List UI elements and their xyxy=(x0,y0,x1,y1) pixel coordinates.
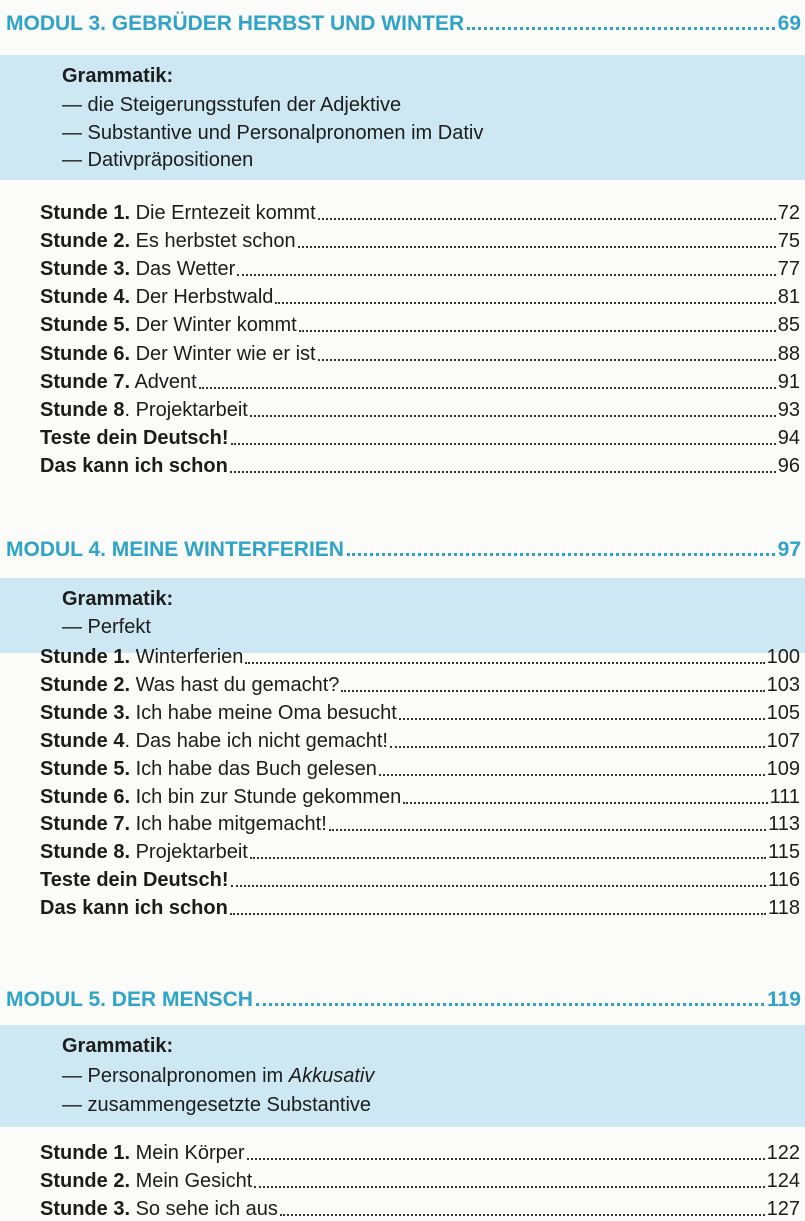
toc-entry-page: 77 xyxy=(777,258,800,280)
toc-entry-title: Was hast du gemacht? xyxy=(130,674,340,696)
leader-dots xyxy=(390,746,765,748)
toc-entry-title: . Projektarbeit xyxy=(124,399,248,421)
toc-entry-page: 122 xyxy=(766,1142,800,1164)
toc-entry-number: Stunde 2. xyxy=(40,674,131,696)
modul-4-heading[interactable] xyxy=(6,532,801,562)
toc-entry-label xyxy=(40,674,339,697)
toc-entry-page: 88 xyxy=(777,343,800,365)
toc-entry-page: 85 xyxy=(777,314,800,336)
toc-entry-title: Mein Gesicht xyxy=(130,1170,253,1192)
toc-entry[interactable] xyxy=(40,838,800,864)
toc-entry-label xyxy=(40,230,296,253)
toc-entry-label xyxy=(40,813,327,836)
toc-entry-label xyxy=(40,646,243,669)
toc-entry-title: Ich habe mitgemacht! xyxy=(130,813,327,835)
toc-entry-page: 124 xyxy=(766,1170,800,1192)
grammar-box-modul-5 xyxy=(0,1025,805,1127)
toc-entry[interactable] xyxy=(40,1139,800,1165)
toc-entry-label xyxy=(40,427,229,450)
toc-entry[interactable] xyxy=(40,1195,800,1221)
toc-entry-number: Stunde 4. xyxy=(40,286,131,308)
modul-5-heading[interactable] xyxy=(6,982,801,1012)
toc-entry-label xyxy=(40,371,197,394)
toc-entry-title: Ich bin zur Stunde gekommen xyxy=(130,786,402,808)
toc-entry-title: Der Winter wie er ist xyxy=(130,343,316,365)
toc-entry-number: Stunde 2. xyxy=(40,230,131,252)
toc-entry-label xyxy=(40,730,388,753)
toc-entry[interactable] xyxy=(40,283,800,309)
toc-entry[interactable] xyxy=(40,1167,800,1193)
leader-dots xyxy=(231,443,776,445)
toc-entry-page: 115 xyxy=(768,841,800,863)
leader-dots xyxy=(254,1186,764,1188)
toc-entry-number: Stunde 3. xyxy=(40,258,131,280)
leader-dots xyxy=(318,359,776,361)
toc-entry-number: Stunde 6. xyxy=(40,786,131,808)
leader-dots xyxy=(250,857,766,859)
grammar-item-italic: Akkusativ xyxy=(288,1065,375,1087)
grammar-box-modul-3 xyxy=(0,55,805,180)
leader-dots xyxy=(403,802,767,804)
toc-entry-page: 94 xyxy=(777,427,800,449)
leader-dots xyxy=(298,246,776,248)
toc-entry[interactable] xyxy=(40,227,800,253)
toc-entry-number: Stunde 8 xyxy=(40,399,125,421)
leader-dots xyxy=(231,885,767,887)
toc-entry-label xyxy=(40,343,316,366)
toc-entry-page: 81 xyxy=(777,286,800,308)
toc-entry[interactable] xyxy=(40,424,800,450)
toc-entry-page: 113 xyxy=(768,813,800,835)
toc-entry-label xyxy=(40,758,377,781)
grammar-heading: Grammatik: xyxy=(62,588,174,610)
grammar-heading: Grammatik: xyxy=(62,65,174,87)
leader-dots xyxy=(299,330,776,332)
toc-entry[interactable] xyxy=(40,810,800,836)
toc-entry-label xyxy=(40,399,248,422)
toc-entry-page: 96 xyxy=(777,455,800,477)
toc-entry-number: Teste dein Deutsch! xyxy=(40,427,229,449)
modul-page: 119 xyxy=(767,988,801,1011)
toc-entry-title: Mein Körper xyxy=(130,1142,245,1164)
modul-title: MODUL 3. GEBRÜDER HERBST UND WINTER xyxy=(6,12,465,35)
leader-dots xyxy=(230,471,776,473)
toc-entry[interactable] xyxy=(40,199,800,225)
toc-entry-page: 116 xyxy=(768,869,800,891)
toc-entry-page: 107 xyxy=(766,730,800,752)
toc-entry-title: Es herbstet schon xyxy=(130,230,296,252)
toc-entry-number: Stunde 3. xyxy=(40,1198,131,1220)
leader-dots xyxy=(318,218,776,220)
toc-entry-label xyxy=(40,286,273,309)
grammar-item: — Substantive und Personalpronomen im Dativ xyxy=(62,122,484,144)
leader-dots xyxy=(275,302,775,304)
grammar-item xyxy=(62,1065,374,1088)
leader-dots xyxy=(467,27,775,30)
toc-entry-label xyxy=(40,869,229,892)
leader-dots xyxy=(245,662,764,664)
toc-entry-label xyxy=(40,786,401,809)
toc-entry[interactable] xyxy=(40,699,800,725)
toc-entry[interactable] xyxy=(40,340,800,366)
toc-entry[interactable] xyxy=(40,643,800,669)
toc-entry-title: Ich habe das Buch gelesen xyxy=(130,758,377,780)
toc-entry-label xyxy=(40,455,228,478)
toc-entry[interactable] xyxy=(40,255,800,281)
toc-entry-label xyxy=(40,314,297,337)
toc-entry[interactable] xyxy=(40,396,800,422)
leader-dots xyxy=(329,829,766,831)
toc-entry[interactable] xyxy=(40,311,800,337)
toc-entry-page: 127 xyxy=(766,1198,800,1220)
grammar-item: — die Steigerungsstufen der Adjektive xyxy=(62,94,402,116)
toc-entry[interactable] xyxy=(40,368,800,394)
toc-entry-page: 100 xyxy=(766,646,800,668)
toc-entry-title: So sehe ich aus xyxy=(130,1198,278,1220)
toc-entry[interactable] xyxy=(40,727,800,753)
toc-entry-page: 103 xyxy=(766,674,800,696)
toc-entry-title: Winterferien xyxy=(130,646,244,668)
toc-entry[interactable] xyxy=(40,671,800,697)
toc-entry-number: Stunde 7. xyxy=(40,371,131,393)
toc-entry-page: 93 xyxy=(777,399,800,421)
leader-dots xyxy=(341,690,764,692)
toc-entry-number: Stunde 6. xyxy=(40,343,131,365)
toc-entry-label xyxy=(40,897,228,920)
modul-title: MODUL 4. MEINE WINTERFERIEN xyxy=(6,538,344,561)
leader-dots xyxy=(256,1003,764,1006)
toc-entry-title: Advent xyxy=(130,371,197,393)
toc-entry-number: Teste dein Deutsch! xyxy=(40,869,229,891)
toc-entry-page: 91 xyxy=(777,371,800,393)
grammar-box-modul-4 xyxy=(0,578,805,653)
toc-entry-number: Stunde 5. xyxy=(40,758,131,780)
grammar-item: — Perfekt xyxy=(62,616,151,638)
grammar-item: — zusammengesetzte Substantive xyxy=(62,1094,372,1116)
toc-entry-label xyxy=(40,202,316,225)
toc-entry-title: . Das habe ich nicht gemacht! xyxy=(124,730,388,752)
toc-entry-number: Stunde 7. xyxy=(40,813,131,835)
toc-entry-page: 111 xyxy=(769,786,800,808)
toc-entry[interactable] xyxy=(40,866,800,892)
toc-entry-number: Stunde 4 xyxy=(40,730,125,752)
toc-entry-title: Ich habe meine Oma besucht xyxy=(130,702,397,724)
toc-entry-label xyxy=(40,1198,278,1221)
toc-entry-number: Stunde 1. xyxy=(40,202,131,224)
toc-entry-page: 109 xyxy=(766,758,800,780)
toc-entry-number: Das kann ich schon xyxy=(40,897,228,919)
toc-entry-number: Das kann ich schon xyxy=(40,455,228,477)
toc-entry-page: 118 xyxy=(768,897,800,919)
grammar-item: — Dativpräpositionen xyxy=(62,149,254,171)
toc-entry-number: Stunde 3. xyxy=(40,702,131,724)
grammar-heading: Grammatik: xyxy=(62,1035,174,1057)
toc-entry-title: Der Winter kommt xyxy=(130,314,297,336)
toc-entry-label xyxy=(40,258,235,281)
toc-entry[interactable] xyxy=(40,783,800,809)
toc-entry-page: 75 xyxy=(777,230,800,252)
modul-page: 97 xyxy=(777,538,801,561)
leader-dots xyxy=(280,1214,765,1216)
toc-entry-title: Projektarbeit xyxy=(130,841,248,863)
toc-entry-number: Stunde 1. xyxy=(40,646,131,668)
leader-dots xyxy=(250,415,776,417)
leader-dots xyxy=(230,913,766,915)
toc-entry-number: Stunde 5. xyxy=(40,314,131,336)
toc-entry-number: Stunde 1. xyxy=(40,1142,131,1164)
modul-page: 69 xyxy=(777,12,801,35)
toc-entry-number: Stunde 8. xyxy=(40,841,131,863)
modul-title: MODUL 5. DER MENSCH xyxy=(6,988,253,1011)
modul-3-heading[interactable] xyxy=(6,6,801,36)
toc-entry[interactable] xyxy=(40,452,800,478)
toc-entry-label xyxy=(40,702,397,725)
toc-entry-page: 105 xyxy=(766,702,800,724)
toc-entry-label xyxy=(40,1170,252,1193)
leader-dots xyxy=(199,387,776,389)
toc-entry-page: 72 xyxy=(777,202,800,224)
leader-dots xyxy=(247,1158,765,1160)
leader-dots xyxy=(347,553,775,556)
grammar-item-prefix: — Personalpronomen im xyxy=(62,1065,289,1087)
toc-entry[interactable] xyxy=(40,755,800,781)
toc-entry-label xyxy=(40,1142,245,1165)
toc-entry-number: Stunde 2. xyxy=(40,1170,131,1192)
leader-dots xyxy=(399,718,765,720)
toc-entry[interactable] xyxy=(40,894,800,920)
toc-entry-title: Das Wetter xyxy=(130,258,236,280)
toc-entry-title: Der Herbstwald xyxy=(130,286,274,308)
leader-dots xyxy=(237,274,776,276)
leader-dots xyxy=(379,774,765,776)
toc-entry-title: Die Erntezeit kommt xyxy=(130,202,316,224)
toc-entry-label xyxy=(40,841,248,864)
